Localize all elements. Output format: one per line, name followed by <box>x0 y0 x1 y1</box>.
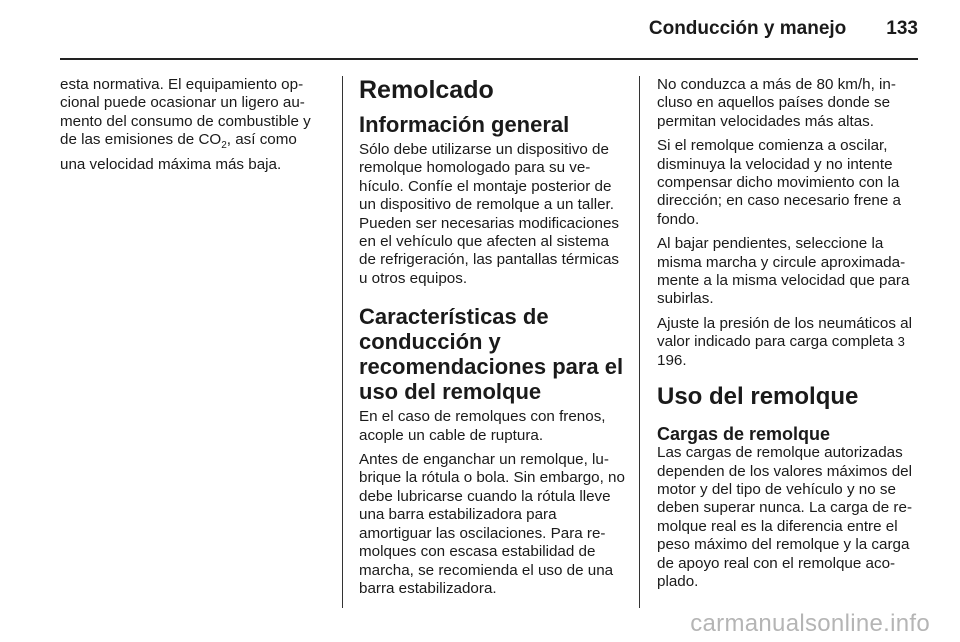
section-heading: Características de conducción y recomendaciones para el uso del remolque <box>359 304 624 405</box>
page-reference[interactable]: 196. <box>657 351 687 369</box>
page-number: 133 <box>886 18 918 39</box>
section-heading: Uso del remolque <box>657 383 859 411</box>
column-divider <box>639 76 640 608</box>
paragraph: Sólo debe utilizarse un dispositivo de remolque homologado para su vehículo. Confíe el montaje posterior de un dispositivo de remolque a un taller. Pueden ser necesarias modificaciones en el vehículo que afecten al sistema de refrigeración, las pantallas térmicas u otros equipos. <box>359 141 620 287</box>
column-1 <box>60 76 326 180</box>
paragraph: Si el remolque comienza a oscilar, disminuya la velocidad y no intente compensar dicho movimiento con la dirección; en caso necesario frene a fondo. <box>657 137 901 228</box>
column-3 <box>657 76 925 597</box>
paragraph: No conduzca a más de 80 km/h, incluso en aquellos países donde se permitan velocidades más altas. <box>657 76 896 130</box>
section-title: Conducción y manejo <box>648 18 847 39</box>
page-reference-icon: 3 <box>897 334 905 350</box>
paragraph: En el caso de remolques con frenos, acople un cable de ruptura. <box>359 408 606 444</box>
header-rule <box>60 58 918 60</box>
paragraph: Ajuste la presión de los neumáticos al valor indicado para carga completa 3 196. <box>657 314 912 369</box>
chapter-heading: Remolcado <box>359 76 494 104</box>
paragraph: esta normativa. El equipamiento opcional puede ocasionar un ligero aumento del consumo de combustible y de las emisiones de $CO_2$, así como una velocidad máxima más baja. <box>60 76 311 173</box>
paragraph: Al bajar pendientes, seleccione la misma marcha y circule aproximadamente a la misma velocidad que para subirlas. <box>657 235 910 308</box>
subsection-heading: Cargas de remolque <box>657 424 831 445</box>
paragraph: Antes de enganchar un remolque, lubrique la rótula o bola. Sin embargo, no debe lubricarse cuando la rótula lleve una barra estabilizadora para amortiguar las oscilaciones. Para remolques con escasa estabilidad de marcha, se recomienda el uso de una barra estabilizadora. <box>359 451 625 597</box>
watermark: carmanualsonline.info <box>690 610 930 637</box>
column-2 <box>359 76 625 604</box>
section-heading: Información general <box>359 112 570 137</box>
column-divider <box>342 76 343 608</box>
paragraph: Las cargas de remolque autorizadas dependen de los valores máximos del motor y del tipo de vehículo y no se deben superar nunca. La carga de remolque real es la diferencia entre el peso máximo del remolque y la carga de apoyo real con el remolque acoplado. <box>657 444 912 590</box>
page-header <box>649 18 918 40</box>
